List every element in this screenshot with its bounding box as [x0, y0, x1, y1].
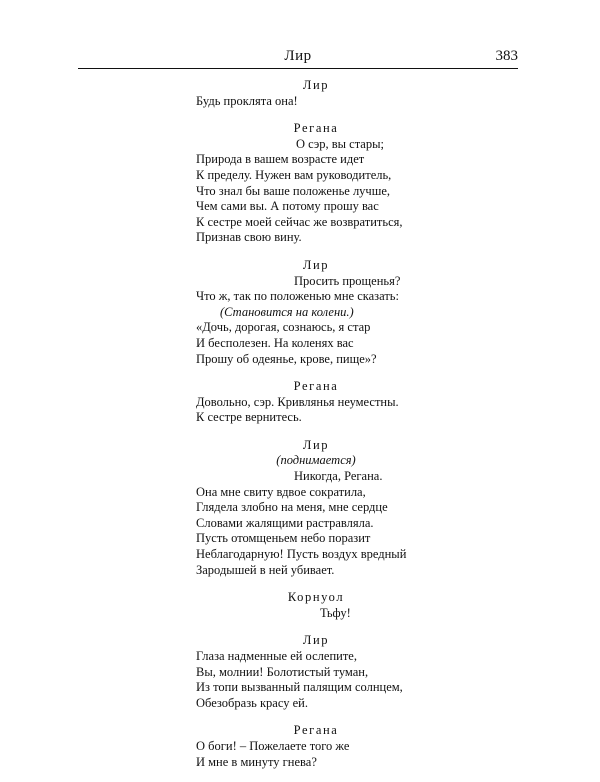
speech — [196, 121, 436, 246]
verse-line: И бесполезен. На коленях вас — [196, 335, 354, 350]
stage-direction: (Становится на колени.) — [220, 304, 354, 319]
verse-line: Просить прощенья? — [294, 273, 401, 288]
verse-line: Что ж, так по положенью мне сказать: — [196, 289, 399, 304]
speaker-name: Регана — [293, 723, 339, 738]
speech — [196, 438, 436, 578]
verse-line: Чем сами вы. А потому прошу вас — [196, 199, 379, 214]
speaker-name: Лир — [302, 257, 330, 272]
speaker-name: Регана — [293, 121, 339, 136]
verse-line: Признав свою вину. — [196, 230, 302, 245]
verse-line: К сестре моей сейчас же возвратиться, — [196, 214, 403, 229]
speaker-name: Лир — [302, 437, 330, 452]
verse-line: И мне в минуту гнева? — [196, 754, 317, 769]
verse-line: Неблагодарную! Пусть воздух вредный — [196, 547, 407, 562]
verse-line: Пусть отомщеньем небо поразит — [196, 531, 371, 546]
verse-line: «Дочь, дорогая, сознаюсь, я стар — [196, 320, 371, 335]
verse-line: Словами жалящими растравляла. — [196, 515, 374, 530]
verse-line: Зародышей в ней убивает. — [196, 562, 335, 577]
speech — [196, 633, 436, 711]
speaker-name: Лир — [302, 78, 330, 92]
verse-line: Тьфу! — [320, 605, 351, 620]
verse-line: Что знал бы ваше положенье лучше, — [196, 183, 391, 198]
verse-line: Довольно, сэр. Кривлянья неуместны. — [196, 394, 399, 409]
verse-line: К сестре вернитесь. — [196, 410, 302, 425]
verse-line: О боги! – Пожелаете того же — [196, 738, 350, 753]
verse-line: Обезобразь красу ей. — [196, 695, 308, 710]
verse-line: Из топи вызванный палящим солнцем, — [196, 680, 403, 695]
verse-line: Вы, молнии! Болотистый туман, — [196, 664, 369, 679]
speech — [196, 590, 436, 621]
verse-line: Никогда, Регана. — [294, 469, 383, 484]
speech — [196, 258, 436, 367]
speech — [196, 78, 436, 109]
speaker-name: Регана — [293, 379, 339, 394]
verse-line: Она мне свиту вдвое сократила, — [196, 484, 366, 499]
verse-line: К пределу. Нужен вам руководитель, — [196, 167, 392, 182]
verse-line: Будь проклята она! — [196, 93, 298, 108]
verse-line: Прошу об одеянье, крове, пище»? — [196, 351, 377, 366]
play-text — [196, 78, 436, 782]
page-number: 383 — [495, 48, 518, 64]
speech — [196, 723, 436, 770]
verse-line: Глаза надменные ей ослепите, — [196, 649, 357, 663]
verse-line: Глядела злобно на меня, мне сердце — [196, 500, 388, 515]
verse-line: О сэр, вы стары; — [296, 136, 384, 151]
stage-direction: (поднимается) — [276, 453, 356, 468]
speaker-name: Корнуол — [287, 590, 345, 605]
running-head: Лир — [284, 48, 312, 64]
page-header — [78, 48, 518, 69]
verse-line: Природа в вашем возрасте идет — [196, 152, 365, 167]
speech — [196, 379, 436, 426]
speaker-name: Лир — [302, 633, 330, 648]
